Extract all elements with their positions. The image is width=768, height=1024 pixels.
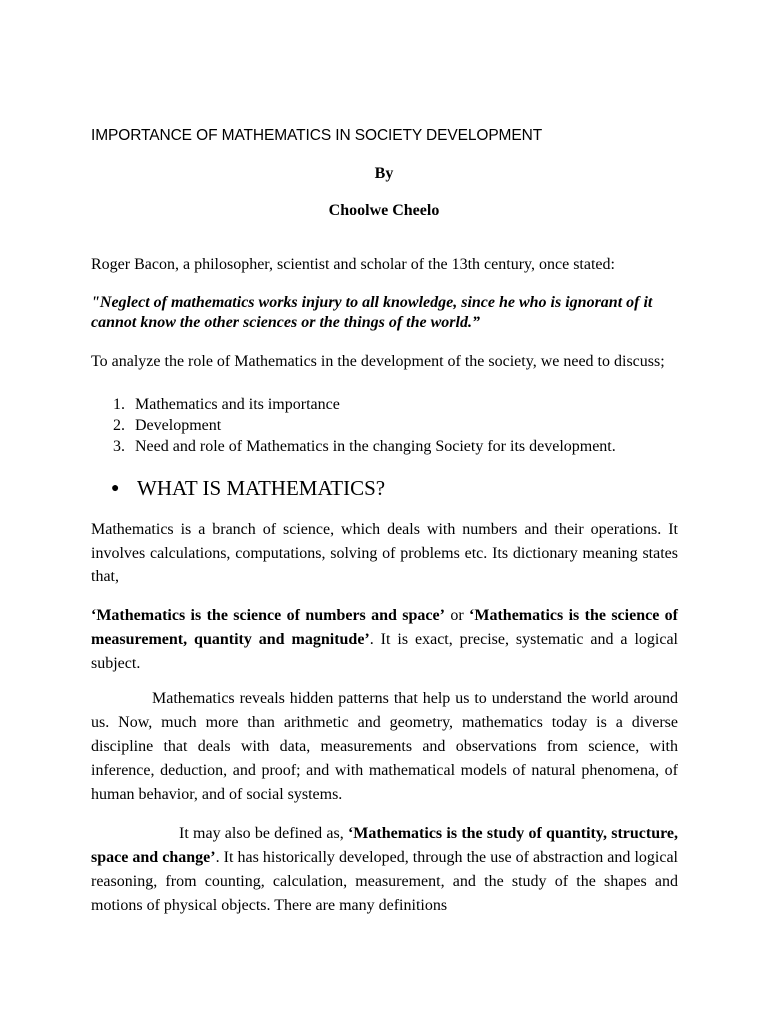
bullet-icon: ●	[111, 481, 120, 496]
bacon-quote: "Neglect of mathematics works injury to all knowledge, since he who is ignorant of it cannot know the other sciences or the things of the world.”	[91, 294, 653, 331]
list-item-number: 1.	[113, 396, 125, 413]
list-item-text: Development	[135, 417, 222, 434]
defined-bold: ‘Mathematics is the study of quantity, structure, space and change’	[91, 825, 679, 866]
analyze-paragraph: To analyze the role of Mathematics in the development of the society, we need to discuss;	[91, 353, 665, 370]
list-item	[113, 415, 616, 436]
section-heading	[111, 476, 385, 501]
defined-lead: It may also be defined as,	[179, 825, 348, 842]
dictionary-definition-1: ‘Mathematics is the science of numbers and space’	[91, 607, 445, 624]
dictionary-rest: . It is exact, precise, systematic and a logical subject.	[91, 631, 678, 672]
reveals-paragraph	[91, 687, 678, 807]
intro-paragraph: Roger Bacon, a philosopher, scientist and scholar of the 13th century, once stated:	[91, 256, 615, 273]
dictionary-or: or	[444, 607, 470, 624]
list-item-number: 2.	[113, 417, 125, 434]
list-item	[113, 394, 616, 415]
list-item-text: Need and role of Mathematics in the changing Society for its development.	[135, 438, 616, 455]
document-title: IMPORTANCE OF MATHEMATICS IN SOCIETY DEVELOPMENT	[91, 127, 543, 144]
dictionary-definition-paragraph	[91, 604, 678, 676]
dictionary-definition-2: ‘Mathematics is the science of measurement, quantity and magnitude’	[91, 607, 678, 648]
defined-paragraph	[91, 822, 678, 918]
reveals-text: Mathematics reveals hidden patterns that help us to understand the world around us. Now, much more than arithmetic and geometry, mathematics today is a diverse discipline that deals with data, measurements and observations from science, with inference, deduction, and proof; and with mathematical models of natural phenomena, of human behavior, and of social systems.	[91, 690, 678, 803]
defined-rest: . It has historically developed, through the use of abstraction and logical reasoning, from counting, calculation, measurement, and the study of the shapes and motions of physical objects. There are many definitions	[91, 849, 678, 914]
list-item-text: Mathematics and its importance	[135, 396, 340, 413]
byline-label: By	[374, 165, 394, 182]
list-item-number: 3.	[113, 438, 125, 455]
list-item	[113, 436, 616, 457]
author-name: Choolwe Cheelo	[328, 202, 440, 219]
definition-paragraph: Mathematics is a branch of science, which deals with numbers and their operations. It involves calculations, computations, solving of problems etc. Its dictionary meaning states that,	[91, 521, 678, 585]
topics-list	[113, 394, 616, 457]
section-heading-text: WHAT IS MATHEMATICS?	[137, 476, 386, 500]
